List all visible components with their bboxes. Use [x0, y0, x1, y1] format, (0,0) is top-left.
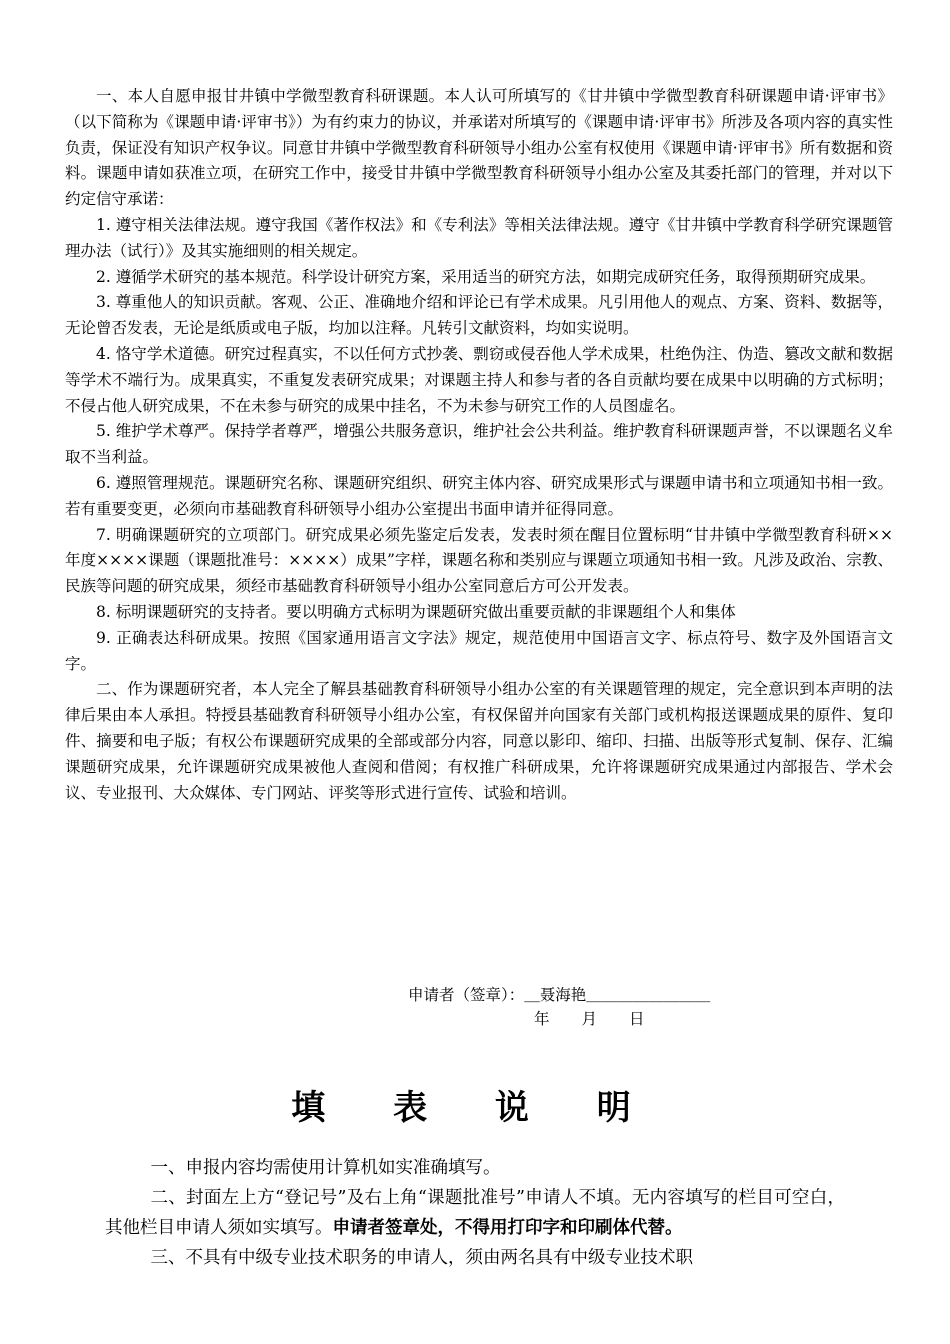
signature-label: 申请者（签章）：	[408, 986, 525, 1004]
signature-line	[408, 983, 710, 1007]
instruction-1: 一、申报内容均需使用计算机如实准确填写。	[150, 1158, 501, 1178]
date-day: 日	[629, 1010, 645, 1028]
commitment-item-5: 5. 维护学术尊严。保持学者尊严，增强公共服务意识，维护社会公共利益。维护教育科研课题声誉，不以课题名义牟取不当利益。	[65, 422, 893, 467]
commitment-item-3: 3. 尊重他人的知识贡献。客观、公正、准确地介绍和评论已有学术成果。凡引用他人的观点、方案、资料、数据等，无论曾否发表，无论是纸质或电子版，均加以注释。凡转引文献资料，均如实说明。	[65, 293, 893, 338]
declaration	[65, 84, 893, 806]
commitment-item-9: 9. 正确表达科研成果。按照《国家通用语言文字法》规定，规范使用中国语言文字、标点符号、数字及外国语言文字。	[65, 628, 893, 673]
commitment-item-8: 8. 标明课题研究的支持者。要以明确方式标明为课题研究做出重要贡献的非课题组个人和集体	[96, 602, 736, 621]
date-month: 月	[581, 1010, 598, 1028]
date-line	[408, 1007, 710, 1031]
signature-name: ＿聂海艳＿＿＿＿＿＿＿＿	[524, 986, 711, 1004]
instruction-2-bold: 申请者签章处，不得用打印字和印刷体代替。	[332, 1218, 683, 1238]
commitment-item-7: 7. 明确课题研究的立项部门。研究成果必须先鉴定后发表，发表时须在醒目位置标明“甘井镇中学微型教育科研××年度××××课题（课题批准号：××××）成果”字样，课题名称和类别应与课题立项通知书相一致。凡涉及政治、宗教、民族等问题的研究成果，须经市基础教育科研领导小组办公室同意后方可公开发表。	[65, 525, 893, 596]
signature-block	[408, 983, 710, 1031]
commitment-item-1: 1. 遵守相关法律法规。遵守我国《著作权法》和《专利法》等相关法律法规。遵守《甘井镇中学教育科学研究课题管理办法（试行）》及其实施细则的相关规定。	[65, 215, 893, 260]
date-year: 年	[534, 1010, 550, 1028]
instructions	[105, 1153, 845, 1273]
commitment-item-4: 4. 恪守学术道德。研究过程真实，不以任何方式抄袭、剽窃或侵吞他人学术成果，杜绝伪注、伪造、篡改文献和数据等学术不端行为。成果真实，不重复发表研究成果；对课题主持人和参与者的各自贡献均要在成果中以明确的方式标明；不侵占他人研究成果，不在未参与研究的成果中挂名，不为未参与研究工作的人员图虚名。	[65, 344, 893, 415]
declaration-paragraph-1: 一、本人自愿申报甘井镇中学微型教育科研课题。本人认可所填写的《甘井镇中学微型教育科研课题申请·评审书》（以下简称为《课题申请·评审书》）为有约束力的协议，并承诺对所填写的《课题申请·评审书》所涉及各项内容的真实性负责，保证没有知识产权争议。同意甘井镇中学微型教育科研领导小组办公室有权使用《课题申请·评审书》所有数据和资料。课题申请如获准立项，在研究工作中，接受甘井镇中学微型教育科研领导小组办公室及其委托部门的管理，并对以下约定信守承诺：	[65, 87, 893, 209]
instruction-2-text: 二、封面左上方“登记号”及右上角“课题批准号”申请人不填。无内容填写的栏目可空白，其他栏目申请人须如实填写。	[105, 1188, 845, 1238]
declaration-paragraph-2: 二、作为课题研究者，本人完全了解县基础教育科研领导小组办公室的有关课题管理的规定，完全意识到本声明的法律后果由本人承担。特授县基础教育科研领导小组办公室，有权保留并向国家有关部门或机构报送课题成果的原件、复印件、摘要和电子版；有权公布课题研究成果的全部或部分内容，同意以影印、缩印、扫描、出版等形式复制、保存、汇编课题研究成果，允许课题研究成果被他人查阅和借阅；有权推广科研成果，允许将课题研究成果通过内部报告、学术会议、专业报刊、大众媒体、专门网站、评奖等形式进行宣传、试验和培训。	[65, 680, 893, 802]
instruction-2	[105, 1183, 845, 1243]
commitment-item-2: 2. 遵循学术研究的基本规范。科学设计研究方案，采用适当的研究方法，如期完成研究任务，取得预期研究成果。	[96, 267, 876, 286]
instructions-title: 填 表 说 明	[291, 1088, 659, 1128]
instruction-3: 三、不具有中级专业技术职务的申请人，须由两名具有中级专业技术职	[150, 1248, 693, 1268]
commitment-item-6: 6. 遵照管理规范。课题研究名称、课题研究组织、研究主体内容、研究成果形式与课题申请书和立项通知书相一致。若有重要变更，必须向市基础教育科研领导小组办公室提出书面申请并征得同意。	[65, 473, 893, 518]
